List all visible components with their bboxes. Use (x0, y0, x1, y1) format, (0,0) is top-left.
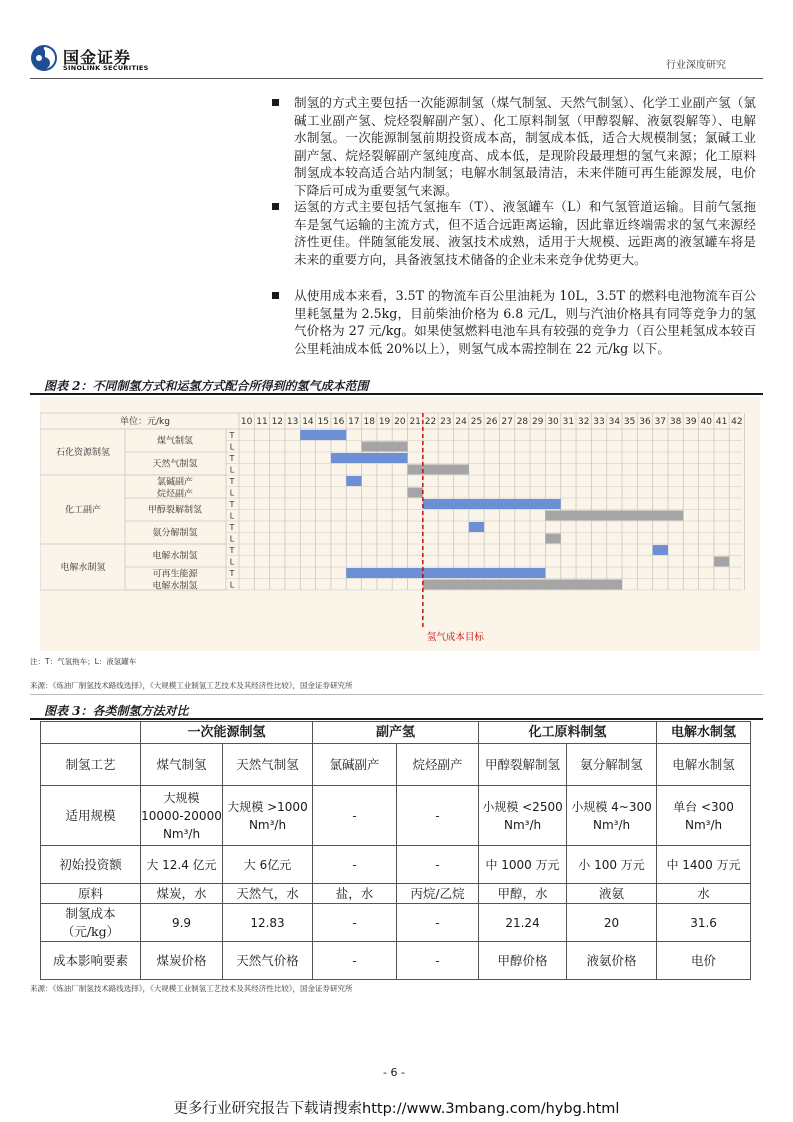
cost-range-bar-L (545, 511, 683, 521)
x-tick-label: 32 (577, 417, 590, 427)
row-label: 原料 (41, 884, 141, 904)
transport-mode-label: L (229, 534, 235, 544)
footer-download-link[interactable]: 更多行业研究报告下载请搜索http://www.3mbang.com/hybg.html (173, 1101, 620, 1117)
row-label: 适用规模 (41, 786, 141, 846)
transport-mode-label: L (229, 580, 235, 590)
cost-range-bar-L (714, 557, 729, 567)
table-row (41, 942, 751, 980)
figure-2-title-text: 图表 2：不同制氢方式和运氢方式配合所得到的氢气成本范围 (44, 379, 369, 393)
x-tick-label: 21 (409, 417, 421, 427)
bullet-square-icon (272, 99, 279, 106)
table-row (41, 846, 751, 884)
table-row (41, 744, 751, 786)
transport-mode-label: L (229, 488, 235, 498)
cost-range-bar-T (469, 522, 484, 532)
table-cell: 电解水制氢 (657, 744, 751, 786)
gantt-svg (40, 397, 760, 651)
transport-mode-label: T (229, 431, 235, 440)
table-cell: 丙烷/乙烷 (397, 884, 479, 904)
table-cell: 31.6 (657, 904, 751, 942)
table-cell: - (313, 904, 397, 942)
figure-3-title (30, 701, 763, 720)
method-label: 烷烃副产 (156, 489, 194, 500)
bullet-text: 从使用成本来看，3.5T 的物流车百公里油耗为 10L，3.5T 的燃料电池物流车百公里耗氢量为 2.5kg，目前柴油价格为 6.8 元/L，则与汽油价格具有同等竞争力的氢气价格为 27 元/kg。如果使氢燃料电池车具有较强的竞争力（百公里耗氢成本较百公里耗油成本低 20%以上），则氢气成本需控制在 22 元/kg 以下。 (294, 288, 756, 356)
bullet-square-icon (272, 292, 279, 299)
header-divider (30, 78, 763, 79)
table-cell: 液氨价格 (567, 942, 657, 980)
table-cell: 天然气，水 (223, 884, 313, 904)
table-cell: - (397, 846, 479, 884)
figure-2-source: 来源：《炼油厂制氢技术路线选择》，《大规模工业制氢工艺技术及其经济性比较》，国金证券研究所 (30, 681, 353, 690)
bullet-square-icon (272, 203, 279, 210)
x-tick-label: 20 (394, 417, 406, 427)
x-tick-label: 13 (286, 417, 299, 427)
table-cell: - (313, 846, 397, 884)
table-cell: 煤炭，水 (141, 884, 223, 904)
cost-range-bar-T (300, 430, 346, 440)
x-tick-label: 16 (332, 417, 345, 427)
method-label: 天然气制氢 (152, 459, 198, 470)
table-cell: 9.9 (141, 904, 223, 942)
table-cell: 氯碱副产 (313, 744, 397, 786)
x-tick-label: 39 (685, 417, 697, 427)
row-label: 制氢工艺 (41, 744, 141, 786)
table-cell: 烷烃副产 (397, 744, 479, 786)
table-cell: 中 1400 万元 (657, 846, 751, 884)
row-label: 初始投资额 (41, 846, 141, 884)
table-cell: 大 12.4 亿元 (141, 846, 223, 884)
table-cell: 水 (657, 884, 751, 904)
table-cell: 小规模 4~300 Nm³/h (567, 786, 657, 846)
table-cell: 氨分解制氢 (567, 744, 657, 786)
table-row (41, 786, 751, 846)
group-header-byproduct: 副产氢 (313, 722, 479, 744)
transport-mode-label: L (229, 465, 235, 475)
x-tick-label: 26 (486, 417, 498, 427)
x-tick-label: 35 (623, 417, 636, 427)
figure-3-source: 来源：《炼油厂制氢技术路线选择》，《大规模工业制氢工艺技术及其经济性比较》，国金证券研究所 (30, 984, 353, 993)
x-tick-label: 11 (256, 417, 268, 427)
transport-mode-label: L (229, 442, 235, 452)
x-tick-label: 41 (715, 417, 728, 427)
table-cell: 甲醇裂解制氢 (479, 744, 567, 786)
page-number: - 6 - (383, 1066, 405, 1079)
table-cell: 大规模 10000-20000 Nm³/h (141, 786, 223, 846)
table-cell: 12.83 (223, 904, 313, 942)
x-tick-label: 29 (532, 417, 544, 427)
group-label: 化工副产 (64, 505, 102, 516)
table-cell: 天然气制氢 (223, 744, 313, 786)
source-divider (30, 694, 763, 695)
table-cell: 天然气价格 (223, 942, 313, 980)
x-tick-label: 22 (424, 417, 437, 427)
table-cell: 小 100 万元 (567, 846, 657, 884)
transport-mode-label: T (229, 477, 235, 486)
x-tick-label: 25 (470, 417, 483, 427)
x-tick-label: 27 (501, 417, 513, 427)
x-tick-label: 19 (378, 417, 391, 427)
transport-mode-label: T (229, 523, 235, 532)
bullet-paragraph (272, 94, 756, 198)
table-corner-cell (41, 722, 141, 744)
bullet-text: 运氢的方式主要包括气氢拖车（T）、液氢罐车（L）和气氢管道运输。目前气氢拖车是氢气运输的主流方式，但不适合远距离运输，因此靠近终端需求的氢气来源经济性更佳。伴随氢能发展、液氢技术成熟，适用于大规模、远距离的液氢罐车将是未来的重要方向，具备液氢技术储备的企业未来竞争优势更大。 (294, 199, 756, 267)
x-tick-label: 34 (608, 417, 621, 427)
table-cell: - (397, 786, 479, 846)
figure-2-note: 注：T：气氢拖车；L：液氢罐车 (30, 657, 137, 666)
logo-mark-icon (30, 44, 58, 72)
table-cell: 煤气制氢 (141, 744, 223, 786)
table-cell: 大 6亿元 (223, 846, 313, 884)
transport-mode-label: T (229, 454, 235, 463)
cost-range-bar-L (423, 580, 622, 590)
bullet-paragraph (272, 198, 754, 284)
company-logo (30, 44, 155, 76)
table-row (41, 904, 751, 942)
x-tick-label: 14 (302, 417, 314, 427)
group-header-primary-energy: 一次能源制氢 (141, 722, 313, 744)
x-tick-label: 42 (731, 417, 743, 427)
method-label: 电解水制氢 (152, 581, 198, 592)
x-tick-label: 37 (654, 417, 667, 427)
method-label: 煤气制氢 (156, 436, 194, 447)
x-tick-label: 33 (593, 417, 605, 427)
unit-label: 单位：元/kg (120, 417, 170, 427)
x-tick-label: 12 (271, 417, 284, 427)
document-type: 行业深度研究 (666, 60, 726, 71)
method-label: 可再生能源 (152, 569, 198, 580)
logo-chinese-name: 国金证券 (63, 48, 132, 67)
method-label: 氯碱副产 (156, 477, 194, 488)
table-cell: - (397, 904, 479, 942)
row-label: 成本影响要素 (41, 942, 141, 980)
method-label: 电解水制氢 (152, 551, 198, 562)
transport-mode-label: T (229, 569, 235, 578)
x-tick-label: 17 (348, 417, 360, 427)
x-tick-label: 28 (516, 417, 529, 427)
table-cell: 单台 <300 Nm³/h (657, 786, 751, 846)
group-label: 石化资源制氢 (55, 448, 111, 458)
table-cell: - (313, 786, 397, 846)
cost-range-bar-T (346, 568, 545, 578)
x-tick-label: 10 (240, 417, 253, 427)
bullet-text: 制氢的方式主要包括一次能源制氢（煤气制氢、天然气制氢）、化学工业副产氢（氯碱工业副产氢、烷烃裂解副产氢）、化工原料制氢（甲醇裂解、液氨裂解等）、电解水制氢。一次能源制氢前期投资成本高，制氢成本低，适合大规模制氢；氯碱工业副产氢、烷烃裂解副产氢纯度高、成本低，是现阶段最理想的氢气来源；化工原料制氢成本较高适合站内制氢；电解水制氢最清洁，未来伴随可再生能源发展，电价下降后可成为重要氢气来源。 (294, 95, 756, 198)
transport-mode-label: T (229, 500, 235, 509)
row-label: 制氢成本（元/kg） (41, 904, 141, 942)
figure-2-title (30, 376, 763, 395)
transport-mode-label: L (229, 511, 235, 521)
table-cell: 大规模 >1000 Nm³/h (223, 786, 313, 846)
table-cell: 盐，水 (313, 884, 397, 904)
x-tick-label: 23 (440, 417, 452, 427)
table-cell: 电价 (657, 942, 751, 980)
x-tick-label: 40 (700, 417, 712, 427)
method-label: 氨分解制氢 (152, 528, 198, 539)
x-tick-label: 38 (669, 417, 682, 427)
cost-range-bar-L (545, 534, 560, 544)
x-tick-label: 30 (547, 417, 559, 427)
cost-range-bar-T (653, 545, 668, 555)
group-header-electrolysis: 电解水制氢 (657, 722, 751, 744)
group-label: 电解水制氢 (60, 563, 106, 573)
x-tick-label: 31 (562, 417, 575, 427)
table-row (41, 884, 751, 904)
transport-mode-label: L (229, 557, 235, 567)
x-tick-label: 18 (363, 417, 375, 427)
cost-range-bar-T (346, 476, 361, 486)
table-cell: 小规模 <2500 Nm³/h (479, 786, 567, 846)
group-header-chemical-feedstock: 化工原料制氢 (479, 722, 657, 744)
cost-range-bar-T (331, 453, 408, 463)
cost-range-bar-L (362, 442, 408, 452)
cost-range-bar-T (423, 499, 561, 509)
cost-range-bar-L (408, 465, 469, 475)
target-cost-label: 氢气成本目标 (426, 632, 484, 643)
table-header-row (41, 722, 751, 744)
logo-english-name: SINOLINK SECURITIES (63, 64, 149, 72)
table-cell: 21.24 (479, 904, 567, 942)
bullet-paragraph (272, 287, 754, 373)
hydrogen-method-comparison-table (40, 721, 751, 980)
method-label: 甲醇裂解制氢 (147, 505, 203, 516)
table-cell: 甲醇，水 (479, 884, 567, 904)
figure-3-title-text: 图表 3：各类制氢方法对比 (44, 704, 189, 718)
table-cell: - (397, 942, 479, 980)
hydrogen-cost-range-chart (40, 397, 760, 651)
x-tick-label: 15 (317, 417, 329, 427)
table-cell: 煤炭价格 (141, 942, 223, 980)
table-cell: 20 (567, 904, 657, 942)
x-tick-label: 36 (639, 417, 651, 427)
table-cell: 中 1000 万元 (479, 846, 567, 884)
table-cell: 甲醇价格 (479, 942, 567, 980)
table-cell: - (313, 942, 397, 980)
table-cell: 液氨 (567, 884, 657, 904)
cost-range-bar-L (408, 488, 423, 498)
transport-mode-label: T (229, 546, 235, 555)
x-tick-label: 24 (455, 417, 467, 427)
